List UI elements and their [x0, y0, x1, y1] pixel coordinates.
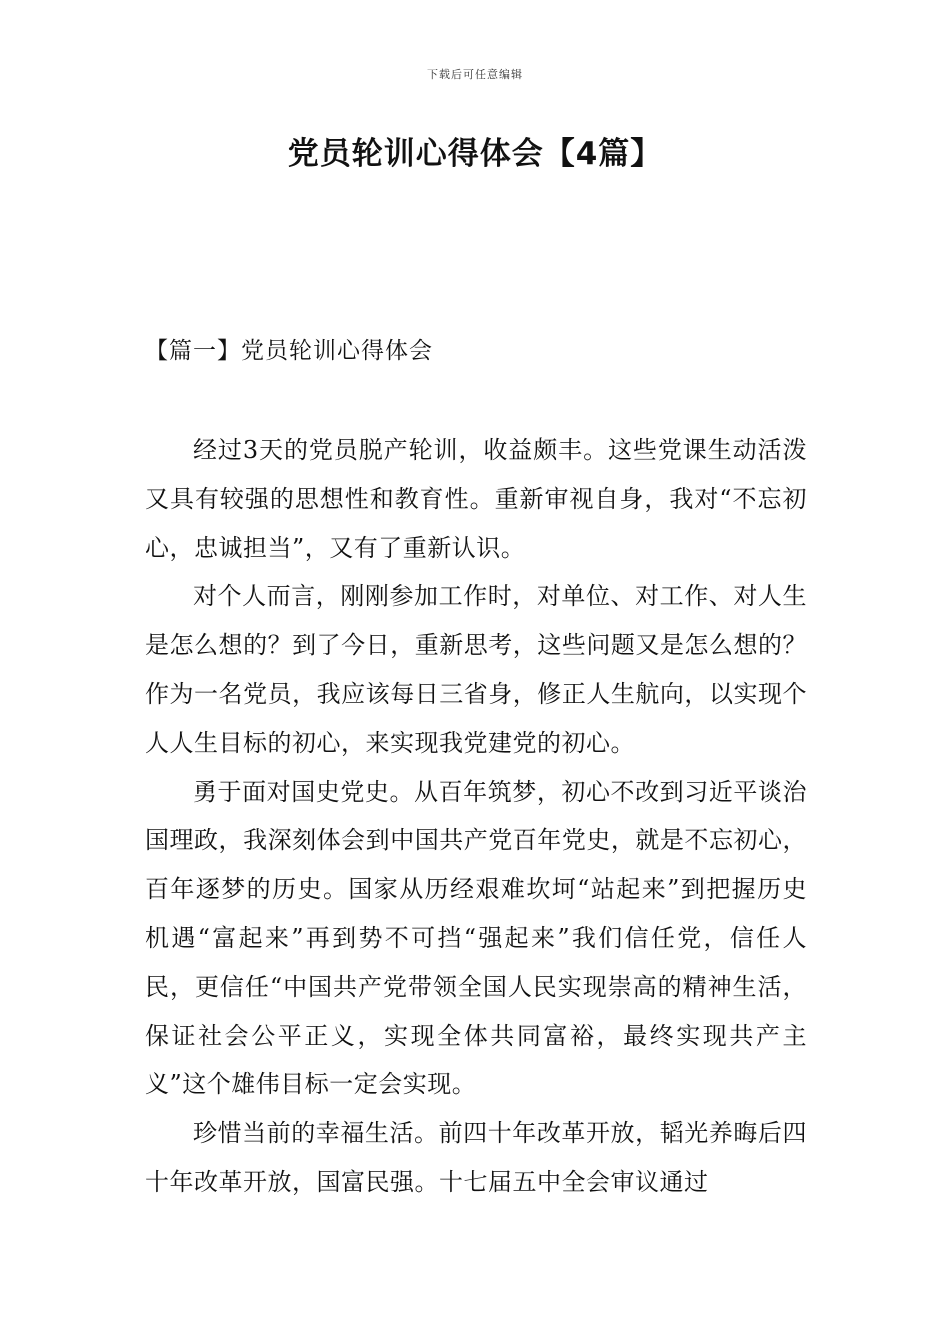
section-heading: 【篇一】党员轮训心得体会	[145, 338, 433, 364]
paragraph: 对个人而言，刚刚参加工作时，对单位、对工作、对人生是怎么想的？到了今日，重新思考，这些问题又是怎么想的？作为一名党员，我应该每日三省身，修正人生航向，以实现个人人生目标的初心，来实现我党建党的初心。	[145, 582, 807, 757]
paragraph: 经过3天的党员脱产轮训，收益颇丰。这些党课生动活泼又具有较强的思想性和教育性。重新审视自身，我对“不忘初心，忠诚担当”，又有了重新认识。	[145, 436, 807, 562]
document-title: 党员轮训心得体会【4篇】	[287, 136, 663, 172]
header-note: 下载后可任意编辑	[427, 68, 523, 81]
paragraph: 勇于面对国史党史。从百年筑梦，初心不改到习近平谈治国理政，我深刻体会到中国共产党百年党史，就是不忘初心，百年逐梦的历史。国家从历经艰难坎坷“站起来”到把握历史机遇“富起来”再到势不可挡“强起来”我们信任党，信任人民，更信任“中国共产党带领全国人民实现崇高的精神生活，保证社会公平正义，实现全体共同富裕，最终实现共产主义”这个雄伟目标一定会实现。	[145, 777, 807, 1099]
paragraph: 珍惜当前的幸福生活。前四十年改革开放，韬光养晦后四十年改革开放，国富民强。十七届五中全会审议通过	[145, 1119, 807, 1196]
body-text	[145, 426, 807, 1207]
